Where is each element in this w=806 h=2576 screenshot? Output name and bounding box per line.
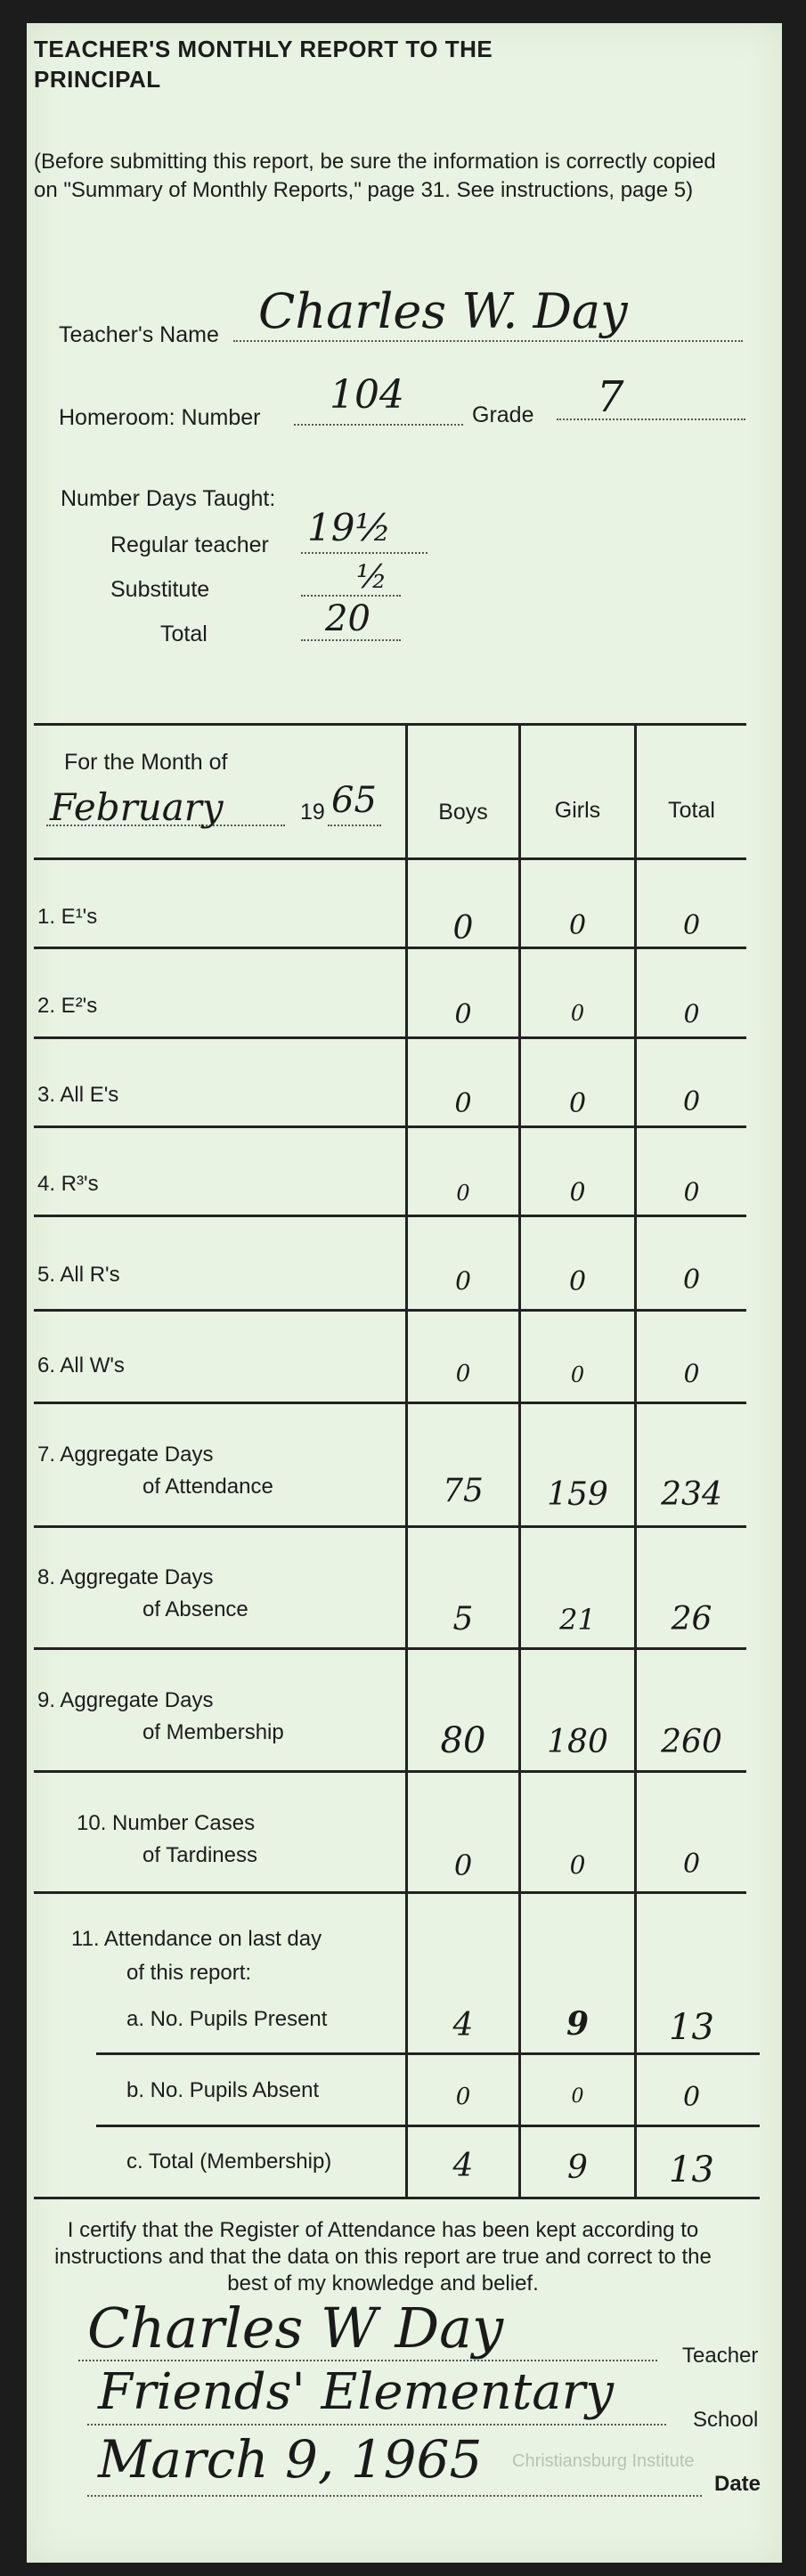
membership-total-value: 13	[669, 2149, 714, 2190]
month-label: For the Month of	[64, 750, 228, 775]
row-boys-value: 0	[455, 1266, 471, 1296]
row-boys-value: 75	[443, 1473, 484, 1509]
row-label: 4. R³'s	[37, 1172, 99, 1196]
row-girls-value: 0	[568, 1266, 587, 1297]
date-label: Date	[714, 2472, 761, 2496]
absent-boys-value: 0	[455, 2084, 471, 2110]
row-label: 5. All R's	[37, 1263, 120, 1287]
teacher-signature: Charles W Day	[87, 2296, 504, 2361]
row-girls-value: 0	[569, 1177, 586, 1207]
row-label: 3. All E's	[37, 1083, 119, 1107]
row-label: 6. All W's	[37, 1353, 125, 1377]
year-value: 65	[331, 780, 377, 821]
row-girls-value: 0	[568, 910, 587, 941]
row-girls-value: 159	[547, 1476, 608, 1513]
row-total-value: 0	[682, 1086, 701, 1117]
school-label: School	[693, 2408, 759, 2432]
absent-total-value: 0	[682, 2082, 701, 2113]
grade-label: Grade	[472, 402, 534, 427]
report-instructions: (Before submitting this report, be sure the information is correctly copied on "Summary of Monthly Reports," page 31. See instructions, page 5)	[34, 150, 716, 202]
membership-boys-value: 4	[452, 2148, 474, 2184]
row-total-value: 0	[682, 910, 701, 941]
row-girls-value: 21	[559, 1603, 596, 1637]
days-total-label: Total	[160, 622, 208, 646]
row-label: 9. Aggregate Days	[37, 1688, 214, 1712]
row-boys-value: 5	[452, 1601, 474, 1637]
membership-girls-value: 9	[567, 2149, 588, 2186]
present-boys-value: 4	[452, 2007, 474, 2044]
row-girls-value: 180	[547, 1724, 608, 1760]
membership-total-label: c. Total (Membership)	[126, 2149, 332, 2174]
regular-teacher-label: Regular teacher	[110, 532, 269, 557]
teacher-name-line	[233, 340, 743, 342]
days-total-line	[301, 639, 401, 641]
col-total-header: Total	[668, 798, 715, 823]
row-boys-value: 0	[452, 910, 474, 947]
col-girls-header: Girls	[554, 798, 601, 823]
row-boys-value: 0	[454, 1088, 472, 1119]
row-label: 8. Aggregate Days	[37, 1565, 214, 1589]
grade-value: 7	[597, 372, 624, 422]
school-line	[87, 2424, 666, 2426]
teacher-name-value: Charles W. Day	[258, 283, 628, 339]
row-boys-value: 0	[456, 1181, 470, 1206]
row-boys-value: 0	[453, 1849, 473, 1882]
teacher-name-label: Teacher's Name	[59, 322, 219, 347]
row-total-value: 0	[683, 1177, 700, 1207]
row-sublabel: of Tardiness	[142, 1843, 257, 1867]
days-total-value: 20	[325, 598, 370, 639]
row-total-value: 0	[682, 1849, 701, 1880]
attendance-label: 11. Attendance on last day	[71, 1927, 322, 1951]
attendance-sublabel: of this report:	[126, 1961, 252, 1985]
row-total-value: 0	[683, 999, 700, 1028]
substitute-value: ½	[356, 559, 387, 596]
row-total-value: 0	[683, 1359, 700, 1388]
row-total-value: 26	[671, 1601, 712, 1637]
row-boys-value: 80	[440, 1720, 486, 1761]
homeroom-number-label: Homeroom: Number	[59, 405, 261, 430]
row-girls-value: 0	[568, 1088, 587, 1119]
row-label: 10. Number Cases	[77, 1811, 256, 1835]
substitute-label: Substitute	[110, 577, 210, 602]
report-title: TEACHER'S MONTHLY REPORT TO THE PRINCIPAL	[34, 36, 493, 93]
homeroom-number-line	[294, 424, 463, 426]
present-girls-value: 9	[566, 2005, 590, 2043]
archive-watermark: Christiansburg Institute	[512, 2451, 695, 2471]
certification-text: I certify that the Register of Attendance has been kept according to instructions and that the data on this report are true and correct to the best of my knowledge and belief.	[54, 2218, 712, 2296]
month-value: February	[50, 785, 224, 829]
date-value: March 9, 1965	[98, 2429, 483, 2490]
regular-teacher-value: 19½	[307, 506, 392, 549]
school-value: Friends' Elementary	[98, 2363, 615, 2421]
col-boys-header: Boys	[438, 800, 488, 825]
row-label: 7. Aggregate Days	[37, 1442, 214, 1467]
row-boys-value: 0	[455, 1361, 471, 1387]
homeroom-number-value: 104	[330, 372, 404, 418]
row-total-value: 0	[682, 1264, 701, 1296]
row-total-value: 260	[661, 1724, 722, 1760]
row-total-value: 234	[661, 1476, 722, 1513]
row-sublabel: of Absence	[142, 1597, 248, 1621]
days-taught-heading: Number Days Taught:	[61, 486, 276, 511]
pupils-present-label: a. No. Pupils Present	[126, 2007, 328, 2031]
row-girls-value: 0	[569, 1850, 586, 1880]
year-line	[328, 825, 381, 826]
date-line	[87, 2495, 702, 2497]
absent-girls-value: 0	[571, 2085, 584, 2108]
row-label: 1. E¹'s	[37, 905, 98, 929]
row-boys-value: 0	[454, 999, 472, 1030]
row-label: 2. E²'s	[37, 994, 98, 1018]
grade-line	[557, 418, 745, 420]
row-girls-value: 0	[570, 1362, 585, 1387]
row-girls-value: 0	[570, 1001, 585, 1026]
present-total-value: 13	[669, 2007, 714, 2048]
regular-teacher-line	[301, 552, 427, 554]
teacher-label: Teacher	[682, 2344, 759, 2368]
pupils-absent-label: b. No. Pupils Absent	[126, 2078, 320, 2102]
row-sublabel: of Membership	[142, 1720, 284, 1744]
year-prefix: 19	[300, 800, 325, 825]
row-sublabel: of Attendance	[142, 1475, 273, 1499]
